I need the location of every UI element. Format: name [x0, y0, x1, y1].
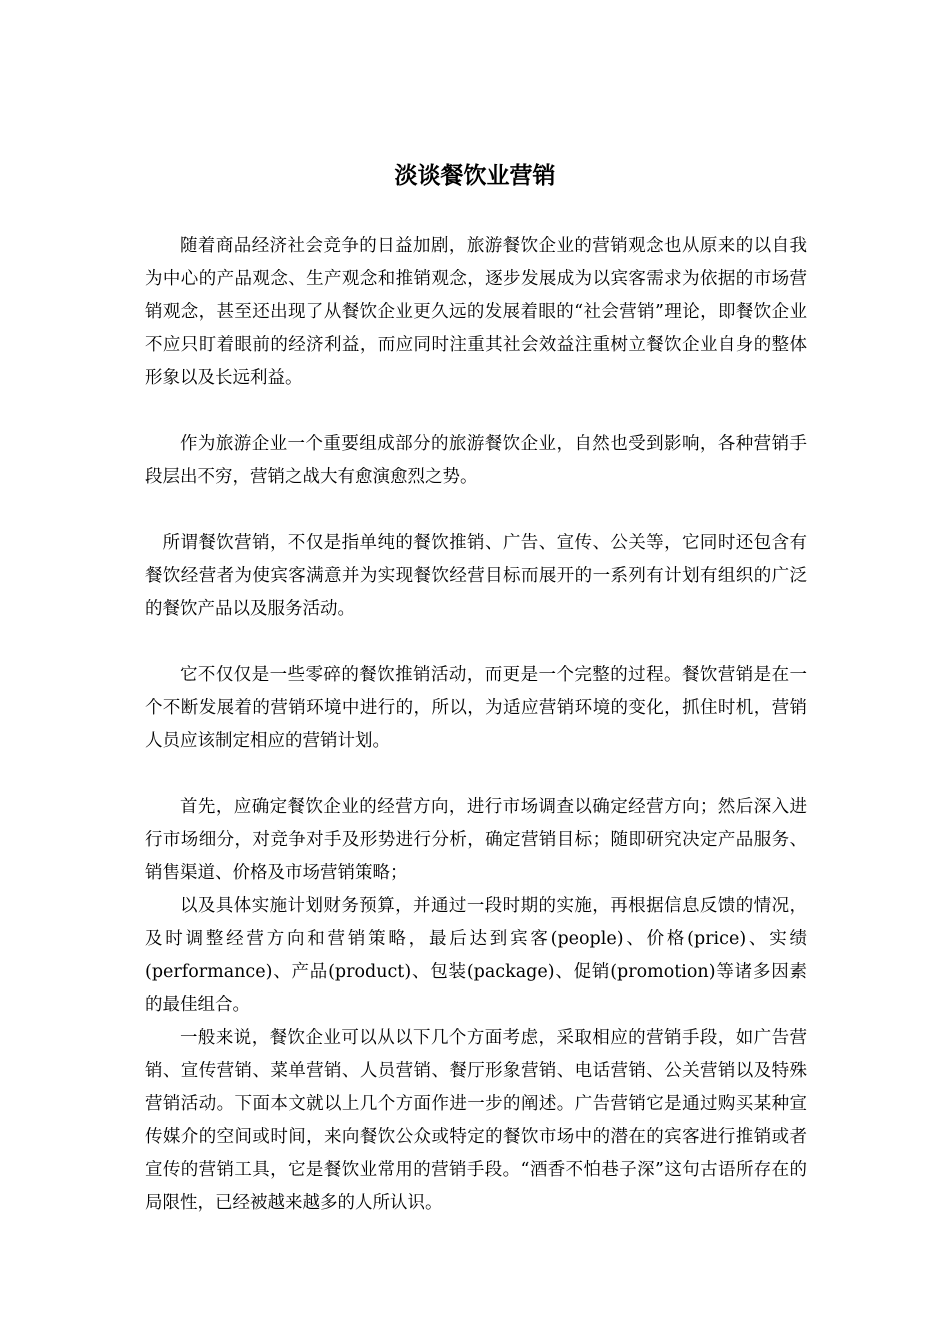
paragraph-7: 一般来说，餐饮企业可以从以下几个方面考虑，采取相应的营销手段，如广告营销、宣传营销、菜单营销、人员营销、餐厅形象营销、电话营销、公关营销以及特殊营销活动。下面本文就以上几个方面作进一步的阐述。广告营销它是通过购买某种宣传媒介的空间或时间，来向餐饮公众或特定的餐饮市场中的潜在的宾客进行推销或者宣传的营销工具，它是餐饮业常用的营销手段。“酒香不怕巷子深”这句古语所存在的局限性，已经被越来越多的人所认识。	[145, 1028, 807, 1213]
paragraph-4: 它不仅仅是一些零碎的餐饮推销活动，而更是一个完整的过程。餐饮营销是在一个不断发展着的营销环境中进行的，所以，为适应营销环境的变化，抓住时机，营销人员应该制定相应的营销计划。	[145, 665, 807, 751]
paragraph-spacer	[145, 395, 807, 428]
paragraph-spacer	[145, 758, 807, 791]
paragraph-spacer	[145, 626, 807, 659]
document-title: 淡谈餐饮业营销	[394, 163, 556, 189]
paragraph-2: 作为旅游企业一个重要组成部分的旅游餐饮企业，自然也受到影响，各种营销手段层出不穷，营销之战大有愈演愈烈之势。	[145, 434, 807, 487]
paragraph-1: 随着商品经济社会竞争的日益加剧，旅游餐饮企业的营销观念也从原来的以自我为中心的产品观念、生产观念和推销观念，逐步发展成为以宾客需求为依据的市场营销观念，甚至还出现了从餐饮企业更久远的发展着眼的“社会营销”理论，即餐饮企业不应只盯着眼前的经济利益，而应同时注重其社会效益注重树立餐饮企业自身的整体形象以及长远利益。	[145, 236, 807, 388]
paragraph-6: 以及具体实施计划财务预算，并通过一段时期的实施，再根据信息反馈的情况，及时调整经营方向和营销策略，最后达到宾客(people)、价格(price)、实绩(performance)、产品(product)、包装(package)、促销(promotion)等诸多因素的最佳组合。	[145, 896, 807, 1015]
paragraph-5: 首先，应确定餐饮企业的经营方向，进行市场调查以确定经营方向；然后深入进行市场细分，对竞争对手及形势进行分析，确定营销目标；随即研究决定产品服务、销售渠道、价格及市场营销策略；	[145, 797, 807, 883]
paragraph-spacer	[145, 494, 807, 527]
document-body	[145, 230, 807, 1220]
paragraph-3: 所谓餐饮营销，不仅是指单纯的餐饮推销、广告、宣传、公关等，它同时还包含有餐饮经营者为使宾客满意并为实现餐饮经营目标而展开的一系列有计划有组织的广泛的餐饮产品以及服务活动。	[145, 533, 807, 619]
